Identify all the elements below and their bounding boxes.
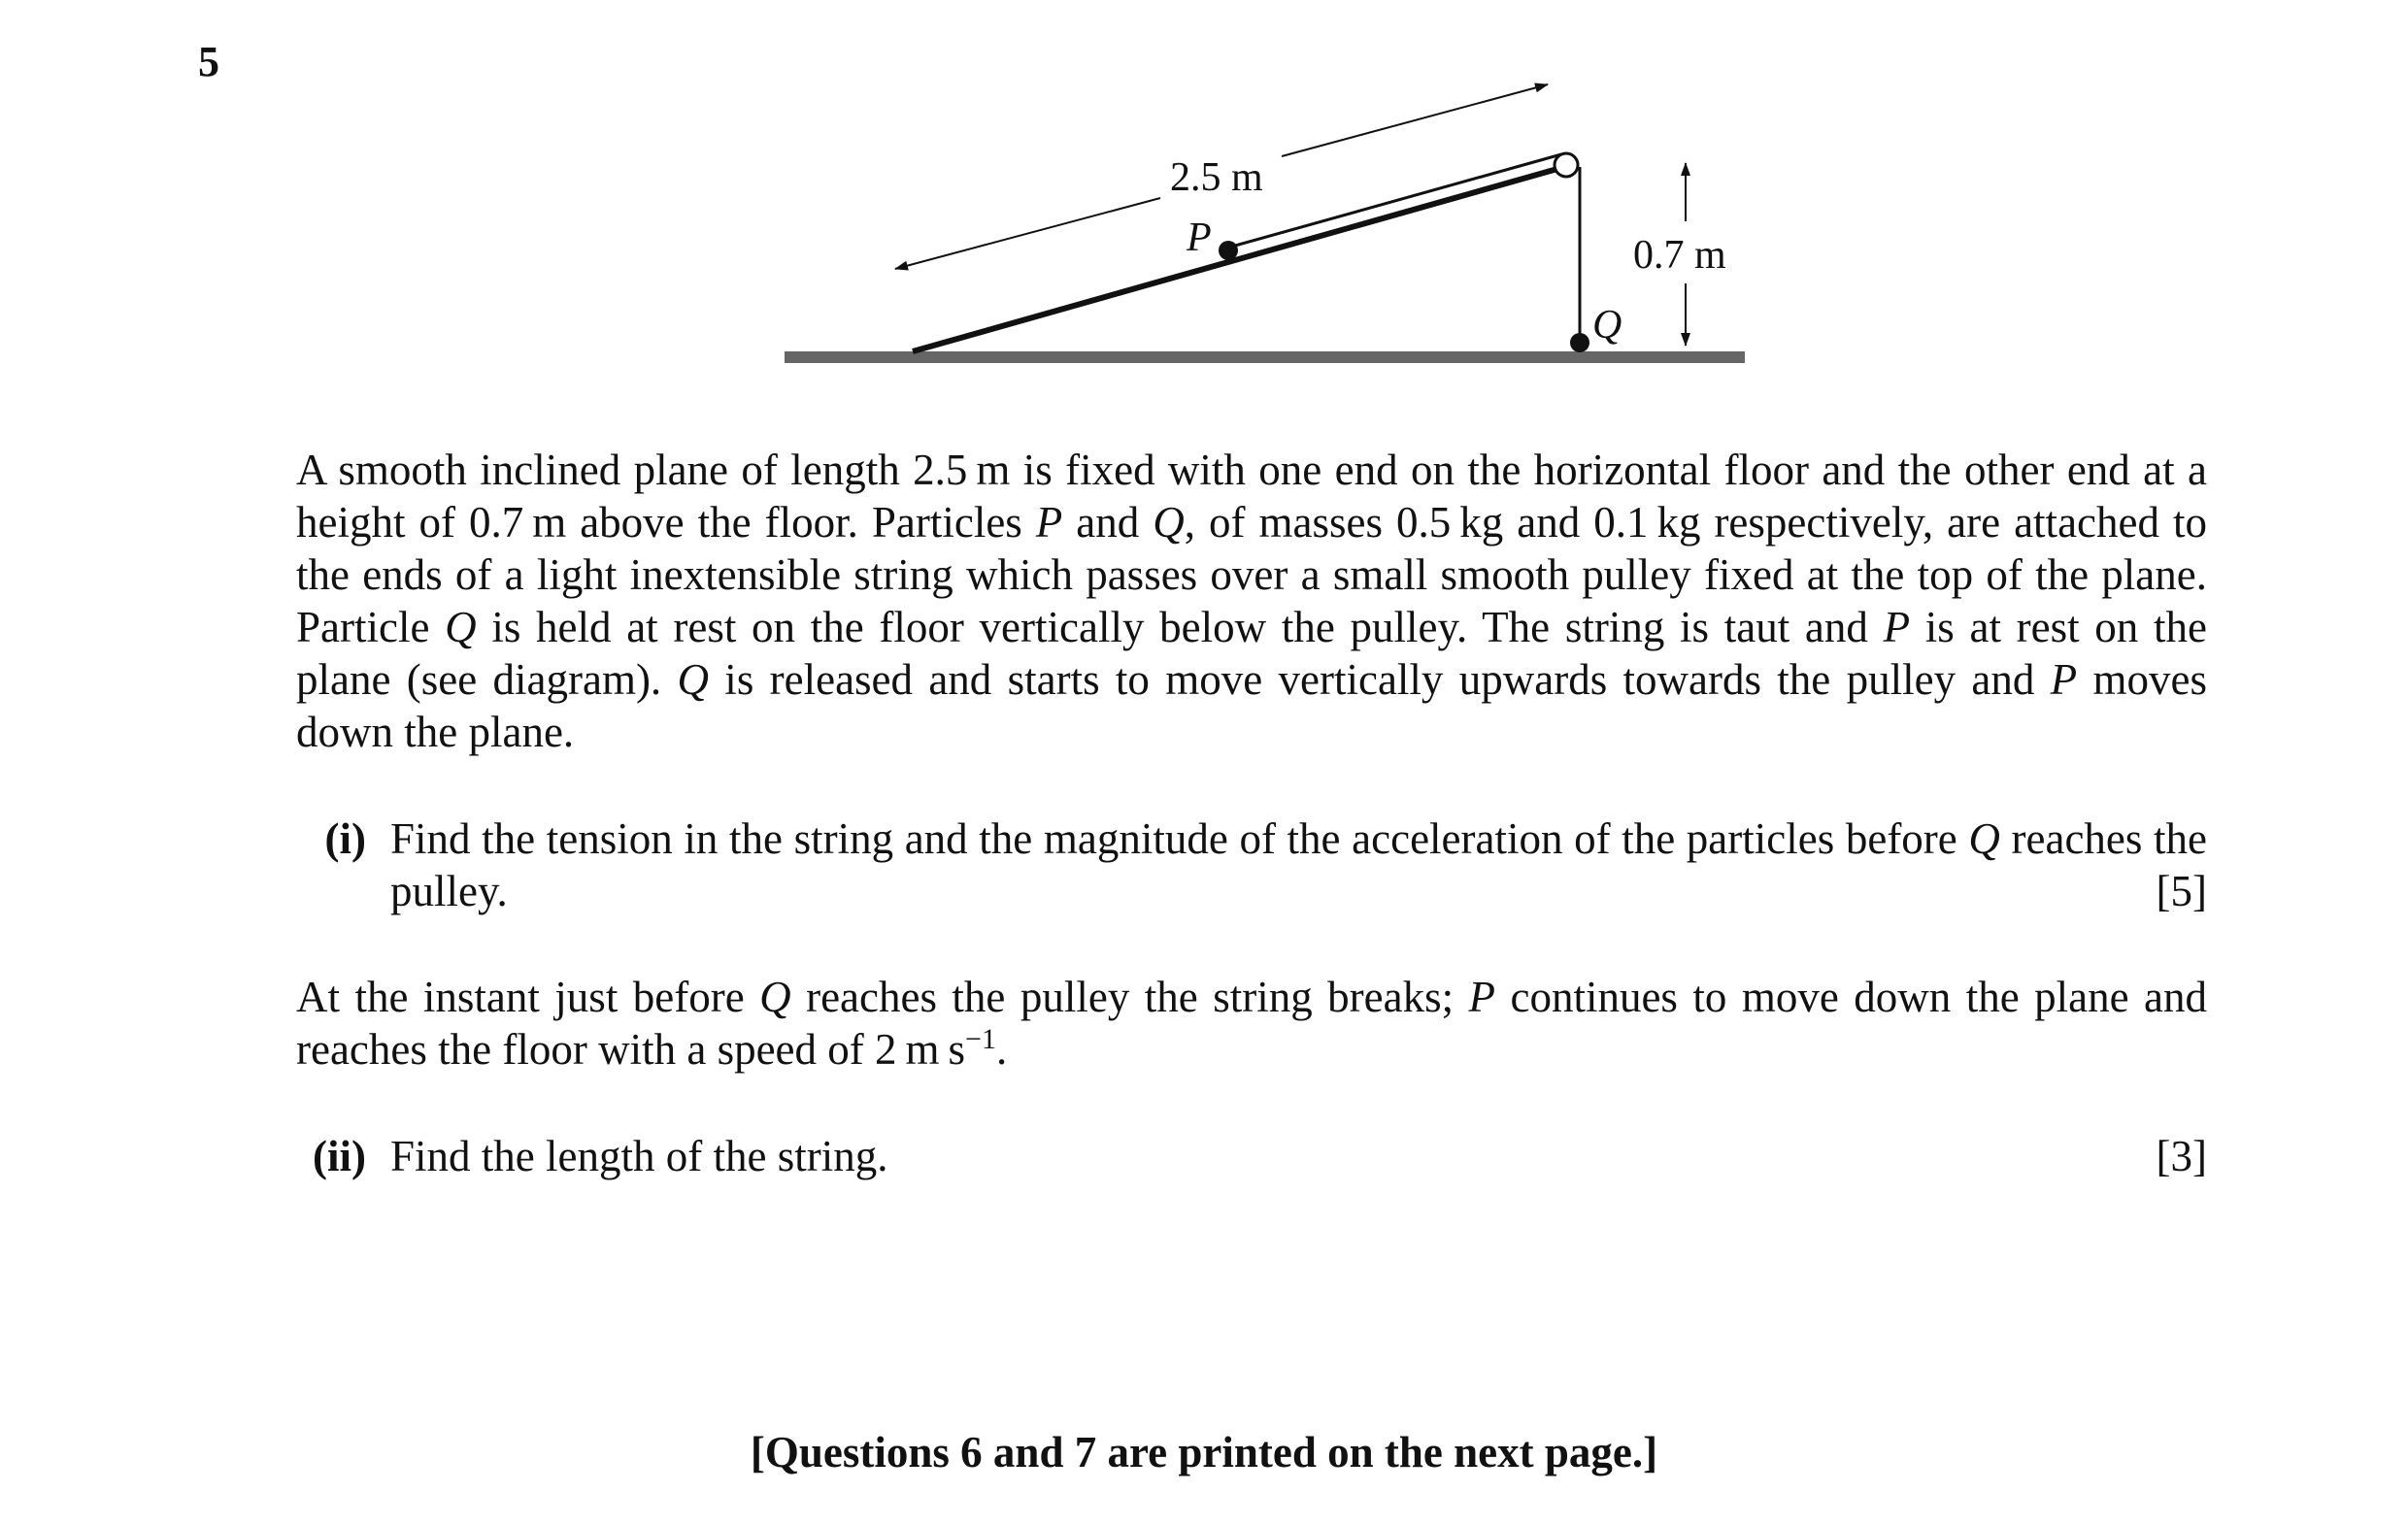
intro-text: is released and starts to move vertically upwards towards the pulley and [709, 655, 2051, 704]
intro-text: and [1062, 498, 1154, 547]
var-p: P [1468, 973, 1496, 1021]
particle-p-label: P [1187, 215, 1212, 260]
length-arrow-right [1282, 84, 1548, 156]
part-ii-marks: [3] [2156, 1132, 2207, 1180]
question-number: 5 [198, 38, 219, 85]
part-ii-text: Find the length of the string. [390, 1132, 888, 1180]
intro-text: moves down the plane. [296, 655, 2207, 756]
var-p: P [1883, 603, 1911, 651]
height-label: 0.7 m [1633, 233, 1726, 278]
particle-p [1219, 241, 1238, 260]
var-p: P [1035, 498, 1063, 547]
middle-text: . [995, 1025, 1008, 1074]
part-i-text-a: Find the tension in the string and the magnitude of the acceleration of the particles before [390, 814, 1969, 863]
middle-text: reaches the pulley the string breaks; [790, 973, 1469, 1021]
particle-q [1570, 333, 1589, 352]
var-q: Q [1968, 814, 2000, 863]
var-q: Q [445, 603, 477, 651]
var-p: P [2050, 655, 2078, 704]
part-i-text [390, 812, 2207, 917]
length-label: 2.5 m [1170, 155, 1263, 200]
intro-text: is at rest on the plane (see diagram). [296, 603, 2207, 704]
string-on-plane [1228, 154, 1561, 248]
part-i-text-b: reaches the pulley. [390, 814, 2207, 915]
unit-exponent: −1 [965, 1023, 996, 1055]
middle-text: At the instant just before [296, 973, 760, 1021]
footer-note: [Questions 6 and 7 are printed on the next page.] [750, 1428, 1658, 1476]
var-q: Q [1153, 498, 1185, 547]
part-i [296, 812, 2207, 919]
intro-text: is held at rest on the floor vertically below the pulley. The string is taut and [476, 603, 1884, 651]
question-intro [296, 444, 2207, 758]
var-q: Q [759, 973, 791, 1021]
intro-text: , of masses 0.5 kg and 0.1 kg respectively, are attached to the ends of a light inextensible string which passes over a small smooth pulley fixed at the top of the plane. Particle [296, 498, 2207, 651]
part-i-marks: [5] [2156, 867, 2207, 915]
part-i-label: (i) [324, 814, 366, 863]
middle-text: continues to move down the plane and reaches the floor with a speed of 2 m s [296, 973, 2207, 1074]
part-ii [296, 1130, 2207, 1184]
length-arrow-left [895, 198, 1160, 269]
pulley [1555, 153, 1578, 177]
particle-q-label: Q [1592, 303, 1622, 348]
middle-paragraph [296, 971, 2207, 1076]
inclined-plane-diagram [0, 0, 2408, 408]
part-ii-label: (ii) [313, 1132, 366, 1180]
var-q: Q [677, 655, 709, 704]
intro-text: A smooth inclined plane of length 2.5 m is fixed with one end on the horizontal floor and the other end at a height of 0.7 m above the floor. Particles [296, 446, 2207, 547]
